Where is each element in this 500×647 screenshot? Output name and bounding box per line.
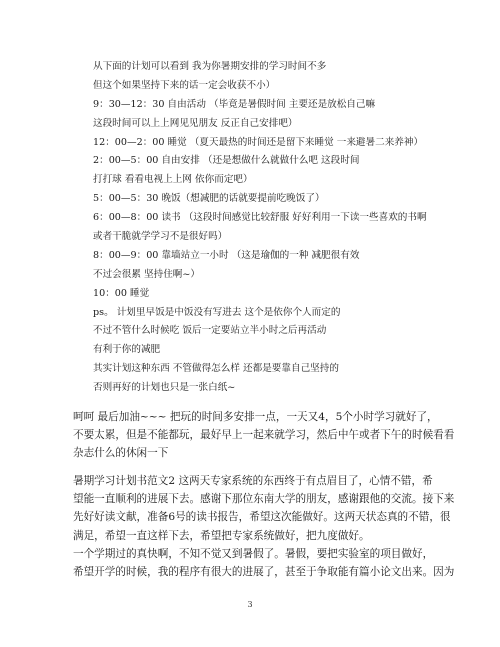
schedule-line: 打打球 看看电视上上网 依你而定吧） — [93, 174, 253, 186]
paragraph-line: 一个学期过的真快啊，不知不觉又到暑假了。暑假，要把实验室的项目做好， — [73, 548, 434, 560]
paragraph-sample-2 — [73, 472, 455, 545]
paragraph-line: 希望开学的时候，我的程序有很大的进展了，甚至于争取能有篇小论文出来。因为 — [73, 566, 455, 579]
paragraph-semester — [73, 545, 455, 581]
paragraph-line: 暑期学习计划书范文2 这两天专家系统的东西终于有点眉目了，心情不错，希 — [73, 475, 433, 487]
schedule-block — [93, 58, 433, 398]
paragraph-line: 杂志什么的休闲一下 — [73, 447, 169, 460]
paragraph-closing — [73, 408, 455, 463]
schedule-line: 其实计划这种东西 不管做得怎么样 还都是要靠自己坚持的 — [93, 363, 339, 375]
schedule-line: 不过不管什么时候吃 饭后一定要站立半小时之后再活动 — [93, 325, 327, 337]
schedule-line: 不过会很累 坚持住啊~） — [93, 268, 201, 280]
schedule-line: 2：00—5：00 自由安排 （还是想做什么就做什么吧 这段时间 — [93, 155, 360, 167]
schedule-line: 但这个如果坚持下来的话一定会收获不小） — [93, 79, 276, 91]
schedule-line: 从下面的计划可以看到 我为你暑期安排的学习时间不多 — [93, 61, 327, 72]
paragraph-line: 不要太累，但是不能都玩，最好早上一起来就学习，然后中午或者下午的时候看看 — [73, 429, 455, 442]
schedule-line: 5：00—5：30 晚饭（想减肥的话就要提前吃晚饭了） — [93, 193, 325, 205]
schedule-line: 12：00—2：00 睡觉 （夏天最热的时间还是留下来睡觉 一来避暑二来养神） — [93, 136, 424, 148]
schedule-line: 8：00—9：00 靠墙站立一小时 （这是瑜伽的一种 减肥很有效 — [93, 249, 360, 261]
schedule-line: 有利于你的减肥 — [93, 344, 161, 356]
schedule-line: 或者干脆就学学习不是很好吗） — [93, 231, 228, 243]
schedule-line: 10：00 睡觉 — [93, 287, 150, 299]
paragraph-line: 望能一直顺利的进展下去。感谢下那位东南大学的朋友，感谢跟他的交流。接下来 — [73, 493, 455, 506]
paragraph-line: 先好好读文献，准备6号的读书报告，希望这次能做好。这两天状态真的不错，很 — [73, 511, 451, 524]
paragraph-line: 满足，希望一直这样下去，希望把专家系统做好，把九度做好。 — [73, 529, 370, 542]
page-number: 3 — [247, 600, 253, 609]
schedule-line: 6：00—8：00 读书 （这段时间感觉比较舒服 好好利用一下读一些喜欢的书啊 — [93, 212, 427, 224]
schedule-line: 9：30—12：30 自由活动 （毕竟是暑假时间 主要还是放松自己嘛 — [93, 98, 376, 110]
schedule-line: 这段时间可以上上网见见朋友 反正自己安排吧） — [93, 117, 298, 129]
schedule-line: 否则再好的计划也只是一张白纸~ — [93, 382, 236, 394]
paragraph-line: 呵呵 最后加油~~~ 把玩的时间多安排一点，一天又4，5个小时学习就好了， — [73, 411, 438, 423]
schedule-line: ps。 计划里早饭是中饭没有写进去 这个是依你个人而定的 — [93, 306, 341, 318]
